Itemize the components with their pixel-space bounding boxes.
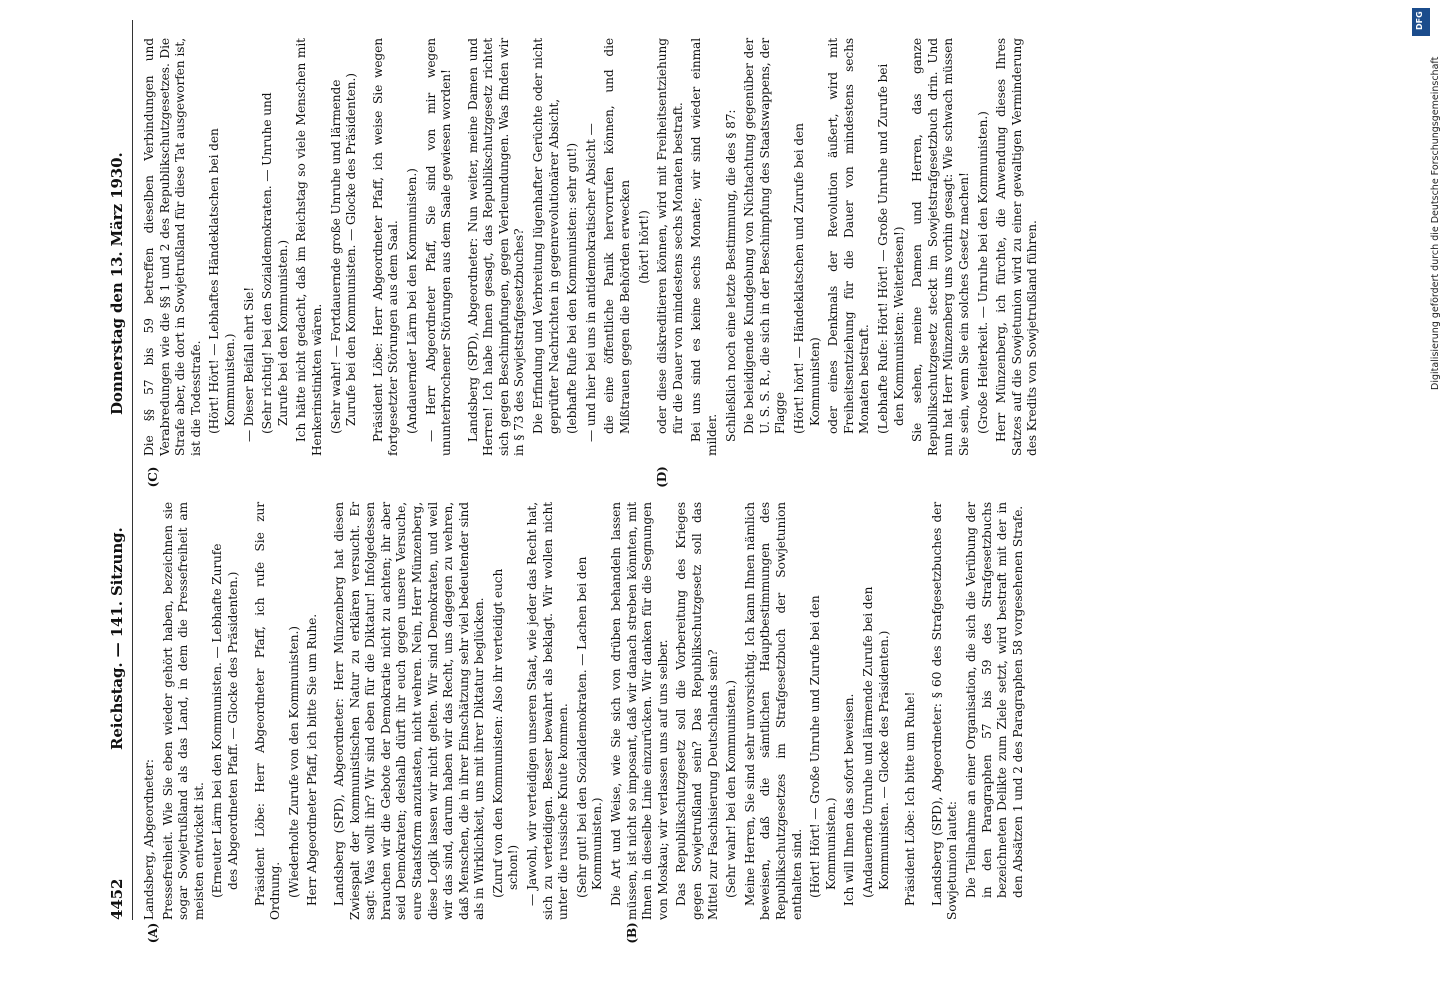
paragraph: — Dieser Beifall ehrt Sie! — [241, 286, 256, 442]
funding-note-text: Digitalisierung gefördert durch die Deutsche Forschungsgemeinschaft — [1430, 56, 1441, 390]
paragraph: Herr Münzenberg, ich fürchte, die Anwendung dieses Ihres Satzes auf die Sowjetunion wird zu einer gewaltigen Verminderung des Kredits von Sowjetrußland führen. — [994, 38, 1040, 456]
paragraph: — und hier bei uns in antidemokratischer Absicht — — [583, 123, 598, 442]
dfg-logo — [1412, 8, 1430, 36]
scanned-page — [80, 0, 1420, 944]
interjection: (Andauernde Unruhe und lärmende Zurufe bei den Kommunisten. — Glocke des Präsidenten.) — [860, 586, 891, 898]
paragraph: Ich will Ihnen das sofort beweisen. — [842, 693, 857, 906]
interjection: (lebhafte Rufe bei den Kommunisten: sehr gut!) — [565, 142, 580, 434]
paragraph: Die Art und Weise, wie Sie sich von drüben behandeln lassen müssen, ist nicht so imposant, daß wir danach streben könnten, mit Ihnen in dieselbe Linie einzurücken. Wir danken für die Segnungen von Moskau; wir verlassen uns auf uns selber. — [609, 502, 670, 920]
right-column — [142, 38, 1044, 456]
quotation: Die Erfindung und Verbreitung lügenhafter Gerüchte oder nicht geprüfter Nachrichten in gegenrevolutionärer Absicht, — [531, 38, 561, 434]
margin-mark-a: (A) — [146, 922, 160, 944]
margin-mark-c: (C) — [146, 466, 160, 488]
interjection: (hört! hört!) — [636, 210, 651, 284]
dfg-logo-text: DFG — [1415, 11, 1424, 30]
spacer — [922, 502, 930, 920]
paragraph: Sie sehen, meine Damen und Herren, das ganze Republikschutzgesetz steckt im Sowjetstrafgesetzbuch drin. Und nun hat Herr Münzenberg uns vorhin gesagt: Wie schwach müssen Sie sein, wenn Sie ein solches Gesetz machen! — [910, 38, 971, 456]
spacer — [895, 502, 903, 920]
paragraph: Präsident Löbe: Herr Abgeordneter Pfaff, ich weise Sie wegen fortgesetzter Störungen aus dem Saal. — [370, 38, 401, 456]
margin-mark-b: (B) — [625, 922, 639, 944]
left-column — [142, 502, 1029, 920]
margin-mark-d: (D) — [655, 466, 669, 488]
interjection: (Sehr gut! bei den Sozialdemokraten. — Lachen bei den Kommunisten.) — [574, 556, 605, 898]
paragraph: Landsberg (SPD), Abgeordneter: Herr Münzenberg hat diesen Zwiespalt der kommunistischen Natur zu erklären versucht. Er sagt: Was wollt ihr? Wir sind eben für die Diktatur! Infolgedessen brauchen wir die Gebote der Demokratie nicht zu achten; ihr aber seid Demokraten; deshalb dürft ihr euch gegen unsere Versuche, eure Staatsform anzutasten, nicht wehren. Nein, Herr Münzenberg, diese Logik lassen wir nicht gelten. Wir sind Demokraten, und weil wir das sind, darum haben wir das Recht, uns dagegen zu wehren, daß Menschen, die in ihrer Einschätzung sehr viel bedeutender sind als in Wirklichkeit, uns mit ihrer Diktatur beglücken. — [331, 502, 487, 920]
interjection: (Wiederholte Zurufe von den Kommunisten.) — [286, 626, 301, 898]
paragraph: Landsberg, Abgeordneter: — [142, 759, 156, 920]
interjection: (Hört! Hört! — Große Unruhe und Zurufe bei den Kommunisten.) — [808, 595, 838, 898]
page-number: 4452 — [108, 878, 126, 920]
interjection: (Zuruf von den Kommunisten: Also ihr verteidigt euch schon!) — [490, 568, 521, 898]
spacer — [245, 502, 253, 920]
spacer — [363, 38, 371, 456]
page-header — [110, 20, 133, 920]
interjection: (Große Heiterkeit. — Unruhe bei den Kommunisten.) — [975, 111, 990, 434]
paragraph: Pressefreiheit. Wie Sie eben wieder gehört haben, bezeichnen sie sogar Sowjetrußland als das Land, in dem die Pressefreiheit am meisten entwickelt ist. — [160, 502, 206, 920]
paragraph: Landsberg (SPD), Abgeordneter: Nun weiter, meine Damen und Herren! Ich habe Ihnen gesagt, das Republikschutzgesetz richtet sich gegen Beschimpfungen, gegen Verleumdungen. Was finden wir in § 73 des Sowjetstrafgesetzbuches? — [465, 38, 527, 456]
funding-note — [1412, 10, 1441, 750]
interjection: (Hört! Hört! — Lebhaftes Händeklatschen bei den Kommunisten.) — [207, 128, 237, 434]
paragraph: Präsident Löbe: Ich bitte um Ruhe! — [903, 691, 918, 906]
spacer — [324, 502, 332, 920]
interjection: (Sehr richtig! bei den Sozialdemokraten. — Unruhe und Zurufe bei den Kommunisten.) — [260, 92, 290, 434]
paragraph: — Herr Abgeordneter Pfaff, Sie sind von mir wegen ununterbrochener Störungen aus dem Saale gewiesen worden! — [423, 38, 454, 456]
quotation: die eine öffentliche Panik hervorrufen können, und die Mißtrauen gegen die Behörden erwecken — [602, 38, 633, 434]
paragraph: Präsident Löbe: Herr Abgeordneter Pfaff, ich rufe Sie zur Ordnung. — [252, 502, 283, 920]
quotation: oder eines Denkmals der Revolution äußert, wird mit Freiheitsentziehung für die Dauer von mindestens sechs Monaten bestraft. — [826, 38, 872, 434]
paragraph: Bei uns sind es keine sechs Monate; wir sind wieder einmal milder. — [689, 38, 719, 456]
paragraph: Herr Abgeordneter Pfaff, ich bitte Sie um Ruhe. — [305, 613, 320, 906]
spacer — [458, 38, 466, 456]
paragraph: Das Republikschutzgesetz soll die Vorbereitung des Krieges gegen Sowjetrußland sein? Das Republikschutzgesetz soll das Mittel zur Faschisierung Deutschlands sein? — [674, 502, 720, 920]
interjection: (Andauernder Lärm bei den Kommunisten.) — [404, 168, 419, 434]
paragraph: Ich hätte nicht gedacht, daß im Reichstag so viele Menschen mit Henkerinstinkten wären. — [294, 38, 324, 456]
paragraph: Schließlich noch eine letzte Bestimmung, die des § 87: — [723, 109, 738, 442]
interjection: (Sehr wahr! bei den Kommunisten.) — [724, 680, 739, 898]
quotation: Die beleidigende Kundgebung von Nichtachtung gegenüber der U. S. S. R., die sich in der Beschimpfung des Staatswappens, der Flagge — [742, 38, 788, 434]
interjection: (Lebhafte Rufe: Hört! Hört! — Große Unruhe und Zurufe bei den Kommunisten: Weiterlesen!) — [875, 63, 906, 434]
paragraph: Landsberg (SPD), Abgeordneter: § 60 des Strafgesetzbuches der Sowjetunion lautet: — [929, 502, 960, 920]
quotation: oder diese diskreditieren können, wird mit Freiheitsentziehung für die Dauer von mindestens sechs Monaten bestraft. — [655, 38, 685, 434]
interjection: (Erneuter Lärm bei den Kommunisten. — Lebhafte Zurufe des Abgeordneten Pfaff. — Glocke des Präsidenten.) — [210, 543, 240, 898]
interjection: (Hört! hört! — Händeklatschen und Zurufe bei den Kommunisten) — [791, 123, 822, 434]
paragraph: Meine Herren, Sie sind sehr unvorsichtig. Ich kann Ihnen nämlich beweisen, daß die sämtlichen Hauptbestimmungen des Republikschutzgesetzes im Strafgesetzbuch der Sowjetunion enthalten sind. — [742, 502, 804, 920]
paragraph: — Jawohl, wir verteidigen unseren Staat, wie jeder das Recht hat, sich zu verteidigen. Besser bewahrt als beklagt. Wir wollen nicht unter die russische Knute kommen. — [525, 502, 571, 920]
interjection: (Sehr wahr! — Fortdauernde große Unruhe und lärmende Zurufe bei den Kommunisten. — Glocke des Präsidenten.) — [328, 73, 359, 434]
session-date: Donnerstag den 13. März 1930. — [108, 152, 126, 415]
paragraph: Die §§ 57 bis 59 betreffen dieselben Verbindungen und Verabredungen wie die §§ 1 und 2 des Republikschutzgesetzes. Die Strafe aber, die dort in Sowjetrußland für diese Tat ausgeworfen ist, ist die Todesstrafe. — [142, 38, 203, 456]
session-title: Reichstag. — 141. Sitzung. — [108, 527, 126, 750]
quotation: Die Teilnahme an einer Organisation, die sich die Verübung der in den Paragraphen 57 bis 59 des Strafgesetzbuchs bezeichneten Delikte zum Ziele setzt, wird bestraft mit der in den Absätzen 1 und 2 des Paragraphen 58 vorgesehenen Strafe. — [963, 502, 1025, 898]
